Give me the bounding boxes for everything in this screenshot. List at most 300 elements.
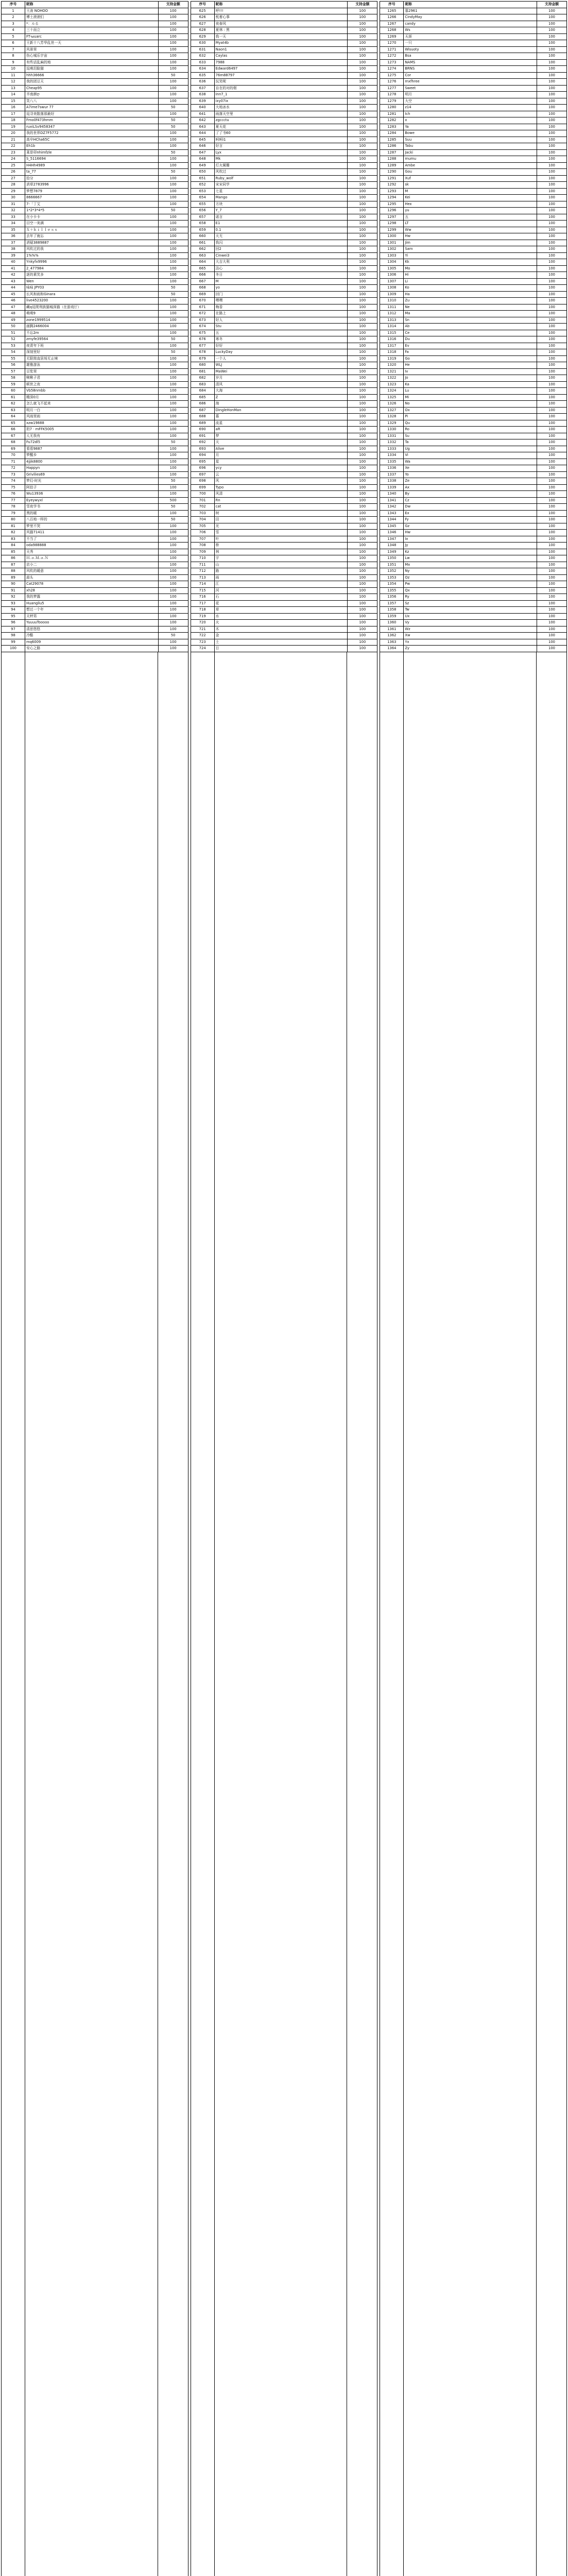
cell-name: Mx [404,562,537,568]
table-row [191,511,378,517]
cell-name: Fmo0f473hmm [25,117,159,124]
cell-amount: 100 [537,408,567,414]
table-row [2,465,188,472]
cell-name: Hw [404,530,537,536]
cell-index: 6 [2,40,25,46]
table-row [191,60,378,66]
table-row [191,189,378,195]
cell-amount: 100 [537,105,567,111]
cell-amount: 100 [348,362,377,368]
table-row [191,459,378,466]
cell-amount: 100 [348,375,377,381]
table-row [380,253,567,260]
table-row [380,27,567,34]
cell-name: 一个人 [215,356,348,362]
cell-amount: 100 [159,356,188,362]
cell-amount: 100 [537,349,567,355]
cell-index: 1274 [380,66,404,72]
table-row [191,446,378,453]
cell-name: 夏天花 [215,124,348,130]
cell-amount: 100 [348,86,377,92]
cell-amount: 100 [537,240,567,246]
cell-amount: 100 [537,298,567,304]
cell-amount: 100 [348,124,377,130]
table-row [380,395,567,401]
table-row [191,105,378,111]
cell-amount: 100 [159,279,188,285]
cell-name: 梦里不哭 [25,523,159,530]
cell-amount: 100 [348,14,377,21]
cell-index: 38 [2,246,25,252]
cell-name: LT [404,221,537,227]
cell-name: 风雨里雨 [25,414,159,420]
cell-name: Mango [215,195,348,201]
cell-name: 高卒HCha65C [25,137,159,143]
cell-index: 16 [2,105,25,111]
cell-index: 1309 [380,292,404,298]
table-row [380,169,567,176]
cell-amount: 100 [159,568,188,574]
header-index: 序号 [2,2,25,8]
table-row [191,233,378,240]
cell-name: Su [404,433,537,439]
cell-amount: 100 [159,523,188,530]
table-row [380,523,567,530]
table-row [191,601,378,607]
cell-amount: 100 [537,427,567,433]
cell-name: Vb58nmbb [25,388,159,394]
cell-index: 18 [2,117,25,124]
cell-index: 661 [191,240,215,246]
table-row [2,401,188,408]
cell-name: 2_477984 [25,266,159,272]
cell-name: 雪 [215,530,348,536]
cell-amount: 100 [537,459,567,465]
cell-name: Ny [404,568,537,574]
cell-name: 大海 [215,388,348,394]
cell-amount: 100 [348,8,377,14]
cell-amount: 100 [348,317,377,324]
cell-amount: 100 [159,459,188,465]
cell-index: 25 [2,163,25,169]
cell-amount: 100 [348,543,377,549]
cell-name: 我的团豆天 [25,79,159,85]
table-row [2,395,188,401]
cell-name: sk [404,182,537,188]
table-row [191,401,378,408]
cell-name: mumu [404,156,537,162]
cell-amount: 500 [159,498,188,504]
cell-name: 河 [215,588,348,594]
table-row [380,259,567,266]
cell-amount: 100 [537,137,567,143]
table-row [2,73,188,79]
table-row [191,562,378,569]
table-row [380,330,567,337]
table-row [191,324,378,330]
cell-amount: 100 [159,201,188,208]
table-row [191,246,378,253]
cell-name: 夏林 : 黑 [215,27,348,33]
cell-amount: 100 [159,266,188,272]
cell-amount: 100 [537,304,567,311]
cell-amount: 100 [348,240,377,246]
table-row [380,549,567,556]
table-row [191,452,378,459]
table-row [380,324,567,330]
table-row [191,330,378,337]
cell-name: Fa [404,349,537,355]
cell-name: 逗寻美散落那最好 [25,111,159,117]
cell-amount: 100 [348,594,377,600]
cell-index: 11 [2,73,25,79]
cell-index: 636 [191,79,215,85]
cell-index: 723 [191,639,215,646]
cell-amount: 100 [537,478,567,484]
cell-index: 1307 [380,279,404,285]
table-row [2,414,188,420]
cell-index: 721 [191,626,215,633]
cell-amount: 100 [159,401,188,407]
table-row [2,594,188,601]
table-row [2,575,188,582]
cell-index: 709 [191,549,215,555]
cell-name: *：ルる [25,21,159,27]
cell-amount: 100 [537,14,567,21]
table-row [191,362,378,369]
table-row [191,549,378,556]
cell-name: 博士滚滚们 [25,14,159,21]
cell-amount: 100 [537,530,567,536]
table-row [191,633,378,639]
table-row [2,304,188,311]
cell-name: 明月一白 [25,408,159,414]
cell-amount: 100 [348,446,377,452]
cell-index: 33 [2,214,25,221]
cell-name: Iv [404,369,537,375]
cell-index: 27 [2,176,25,182]
cell-name: 伤心城乐宇宙 [25,53,159,59]
cell-amount: 100 [348,607,377,613]
cell-index: 694 [191,452,215,459]
table-row [380,601,567,607]
cell-name: Xw [404,633,537,639]
cell-amount: 100 [348,349,377,355]
cell-index: 58 [2,375,25,381]
table-row [380,73,567,79]
table-row [191,504,378,511]
table-row [380,517,567,523]
cell-name: By [404,491,537,497]
table-row [380,511,567,517]
cell-index: 1353 [380,575,404,581]
cell-index: 670 [191,298,215,304]
cell-name: ycy [215,465,348,471]
cell-amount: 100 [348,330,377,336]
cell-index: 90 [2,581,25,587]
cell-index: 1339 [380,485,404,491]
table-row [380,562,567,569]
table-row [2,105,188,111]
cell-name: Ug [404,446,537,452]
cell-index: 1332 [380,439,404,446]
cell-name: 王新十八芳华乱世一天 [25,40,159,46]
cell-name: Sweet [404,86,537,92]
cell-name: Hi [404,272,537,278]
table-row [191,150,378,157]
cell-name: 店小二 [25,562,159,568]
cell-index: 55 [2,356,25,362]
cell-amount: 100 [159,156,188,162]
cell-amount: 100 [537,34,567,40]
cell-amount: 100 [348,195,377,201]
cell-amount: 100 [348,253,377,259]
cell-index: 704 [191,517,215,523]
cell-name: 慕 [215,414,348,420]
cell-name: Ax [404,485,537,491]
table-row [2,240,188,247]
table-row [2,375,188,382]
cell-index: 30 [2,195,25,201]
cell-name: 清风 [215,382,348,388]
cell-name: 大空 [404,98,537,105]
cell-amount: 100 [159,137,188,143]
cell-name: yo [215,285,348,291]
cell-index: 1284 [380,130,404,137]
cell-amount: 100 [537,195,567,201]
table-row [191,47,378,54]
cell-index: 84 [2,543,25,549]
cell-index: 1314 [380,324,404,330]
table-row [380,382,567,388]
table-row [380,620,567,626]
cell-amount: 100 [159,163,188,169]
table-row [380,408,567,414]
cell-name: 七星 [215,189,348,195]
cell-index: 638 [191,92,215,98]
cell-amount: 100 [348,581,377,587]
cell-amount: 100 [159,343,188,349]
cell-index: 664 [191,259,215,265]
table-row [2,369,188,376]
table-row [380,465,567,472]
cell-amount: 100 [159,375,188,381]
cell-index: 52 [2,336,25,343]
table-row [380,14,567,21]
cell-name: 雨落天空里 [215,111,348,117]
table-row [380,66,567,73]
cell-index: 692 [191,439,215,446]
cell-index: 91 [2,588,25,594]
cell-index: 72 [2,465,25,471]
cell-index: 684 [191,388,215,394]
cell-index: 12 [2,79,25,85]
table-row [380,439,567,446]
cell-index: 1348 [380,543,404,549]
cell-amount: 100 [159,594,188,600]
cell-index: 1296 [380,208,404,214]
table-row [191,304,378,311]
cell-amount: 100 [537,169,567,175]
table-row [2,285,188,292]
table-row [2,156,188,163]
cell-amount: 100 [348,549,377,555]
table-row [191,227,378,234]
table-row [191,92,378,98]
cell-index: 671 [191,304,215,311]
cell-name: 枕着心事 [215,14,348,21]
cell-amount: 100 [537,543,567,549]
cell-name: xh28 [25,588,159,594]
cell-name: Ka [404,382,537,388]
cell-amount: 100 [348,266,377,272]
cell-amount: 100 [537,124,567,130]
cell-name: WLJ [215,362,348,368]
cell-name: Huangliu5 [25,601,159,607]
cell-amount: 100 [348,517,377,523]
cell-amount: 100 [159,259,188,265]
cell-index: 80 [2,517,25,523]
cell-amount: 100 [537,555,567,562]
cell-index: 48 [2,311,25,317]
table-row [2,382,188,388]
cell-name: Sam [404,246,537,252]
cell-index: 655 [191,201,215,208]
cell-amount: 100 [159,47,188,53]
cell-index: 1289 [380,163,404,169]
cell-amount: 100 [348,568,377,574]
cell-index: 1326 [380,401,404,407]
cell-index: 1329 [380,420,404,427]
table-row [2,324,188,330]
table-row [191,626,378,633]
cell-name: Go [404,356,537,362]
cell-index: 699 [191,485,215,491]
cell-name: 风猫71411 [25,530,159,536]
cell-index: 687 [191,408,215,414]
cell-name: Suu [404,137,537,143]
cell-index: 1330 [380,427,404,433]
cell-index: 74 [2,478,25,484]
cell-name: 拾分 [25,176,159,182]
table-row [2,511,188,517]
cell-index: 696 [191,465,215,471]
cell-index: 645 [191,137,215,143]
cell-index: 19 [2,124,25,130]
cell-index: 37 [2,240,25,246]
table-row [2,169,188,176]
cell-amount: 100 [159,362,188,368]
cell-index: 32 [2,208,25,214]
cell-amount: 100 [537,575,567,581]
cell-name: 山 [215,562,348,568]
cell-amount: 100 [159,427,188,433]
cell-amount: 100 [537,607,567,613]
table-row [191,40,378,47]
cell-amount: 50 [159,124,188,130]
cell-amount: 100 [537,498,567,504]
cell-index: 1327 [380,408,404,414]
table-row [2,47,188,54]
cell-index: 1308 [380,285,404,291]
cell-index: 1328 [380,414,404,420]
cell-index: 1354 [380,581,404,587]
cell-amount: 100 [537,395,567,401]
cell-amount: 100 [159,588,188,594]
cell-index: 672 [191,311,215,317]
cell-amount: 100 [537,27,567,33]
cell-name: Ne [404,304,537,311]
cell-index: 10 [2,66,25,72]
cell-amount: 100 [537,227,567,233]
cell-amount: 100 [159,388,188,394]
table-row [380,195,567,201]
cell-name: 梦醒乡 [25,452,159,459]
cell-index: 665 [191,266,215,272]
table-row [380,478,567,485]
cell-name: candy [404,21,537,27]
cell-name: Qx [404,588,537,594]
cell-name: Myat4b [215,40,348,46]
cell-name: Zu [404,298,537,304]
cell-index: 1363 [380,639,404,646]
cell-amount: 100 [537,40,567,46]
cell-name: 4jjik8800 [25,459,159,465]
table-row [380,189,567,195]
cell-amount: 100 [159,472,188,478]
cell-index: 78 [2,504,25,510]
cell-name: 莱是卯nhimfzle [25,150,159,156]
cell-amount: 100 [537,356,567,362]
cell-amount: 100 [159,485,188,491]
table-row [191,266,378,273]
cell-index: 689 [191,420,215,427]
cell-amount: 100 [159,395,188,401]
cell-amount: 100 [159,8,188,14]
cell-amount: 100 [348,478,377,484]
table-grid-filler [380,652,567,2576]
cell-index: 20 [2,130,25,137]
cell-amount: 100 [348,227,377,233]
cell-amount: 100 [537,472,567,478]
cell-name: 海 [215,401,348,407]
cell-name: 无限简直居场无止境 [25,356,159,362]
cell-name: Ha [404,292,537,298]
cell-name: MaWei [215,369,348,375]
table-row [191,575,378,582]
cell-name: 自在的对的烟 [215,86,348,92]
table-row [191,388,378,395]
cell-name: 在路上 [215,311,348,317]
cell-index: 646 [191,143,215,149]
cell-index: 703 [191,511,215,517]
cell-index: 17 [2,111,25,117]
table-row [380,143,567,150]
cell-index: 659 [191,227,215,233]
cell-index: 14 [2,92,25,98]
cell-name: Y_7 [215,208,348,214]
table-row [2,8,188,15]
cell-index: 713 [191,575,215,581]
table-row [380,201,567,208]
cell-name: 方块 [215,201,348,208]
cell-name: 不忘2m [25,330,159,336]
cell-amount: 100 [537,279,567,285]
table-row [2,272,188,279]
table-row [380,92,567,98]
table-row [2,626,188,633]
cell-index: 97 [2,626,25,633]
